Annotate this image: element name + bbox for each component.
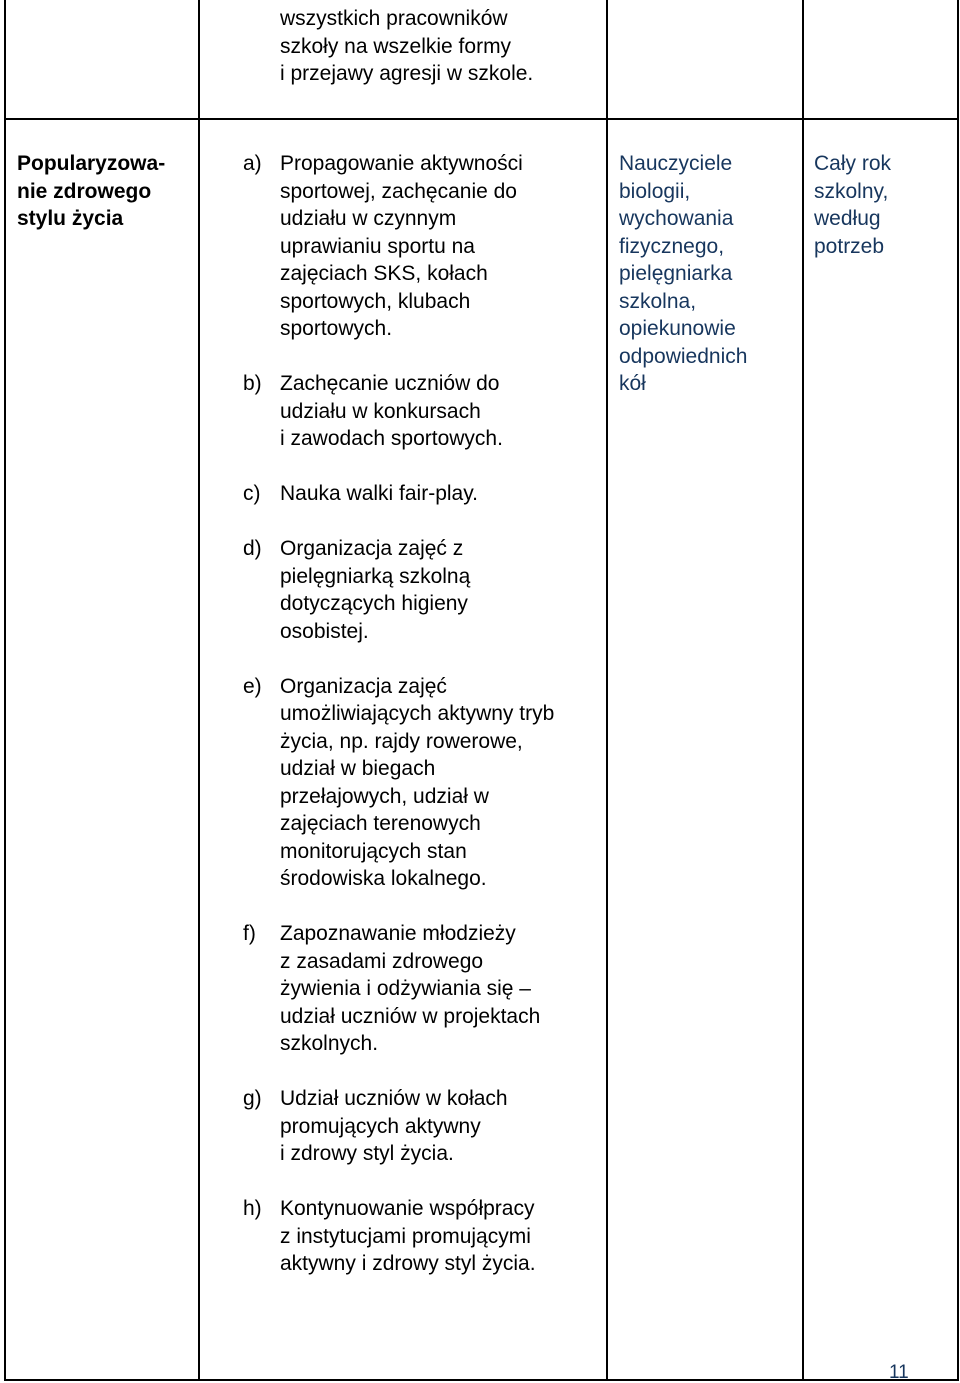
- top-topic-cell: [5, 0, 199, 119]
- action-line: Nauka walki fair-play.: [280, 482, 479, 505]
- text-line: i przejawy agresji w szkole.: [280, 62, 534, 85]
- action-line: aktywny i zdrowy styl życia.: [280, 1252, 536, 1275]
- time-line: potrzeb: [814, 234, 885, 258]
- action-letter: a): [243, 152, 262, 175]
- responsible-line: fizycznego,: [619, 234, 725, 258]
- action-line: uprawianiu sportu na: [280, 234, 475, 258]
- action-line: żywienia i odżywiania się –: [280, 977, 531, 1000]
- responsible-line: szkolna,: [619, 289, 697, 313]
- top-responsible-cell: [607, 0, 803, 119]
- topic-line: Popularyzowa-: [17, 152, 166, 175]
- page-number: 11: [889, 1362, 909, 1383]
- top-actions-cell: [199, 0, 607, 119]
- responsible-line: odpowiednich: [619, 344, 748, 368]
- action-letter: c): [243, 482, 261, 505]
- action-line: umożliwiających aktywny tryb: [280, 702, 555, 725]
- action-line: Zachęcanie uczniów do: [280, 372, 500, 395]
- topic-line: stylu życia: [17, 207, 124, 230]
- action-line: pielęgniarką szkolną: [280, 564, 471, 588]
- action-list: [200, 150, 598, 1278]
- action-letter: d): [243, 537, 262, 560]
- action-line: i zawodach sportowych.: [280, 427, 503, 450]
- action-letter: h): [243, 1197, 262, 1220]
- top-time-cell: [803, 0, 958, 119]
- responsible-line: pielęgniarka: [619, 262, 733, 285]
- action-item-g: [200, 1085, 598, 1168]
- action-line: z instytucjami promującymi: [280, 1224, 531, 1248]
- action-line: udział w biegach: [280, 757, 436, 780]
- action-line: Organizacja zajęć: [280, 674, 447, 698]
- actions-cell: [199, 119, 607, 1380]
- action-item-c: [200, 480, 598, 508]
- action-line: osobistej.: [280, 619, 369, 643]
- table-row-top: [5, 0, 958, 119]
- action-line: z zasadami zdrowego: [280, 949, 484, 973]
- action-line: udział uczniów w projektach: [280, 1004, 541, 1028]
- action-letter: e): [243, 674, 262, 698]
- action-item-d: [200, 535, 598, 645]
- action-line: zajęciach terenowych: [280, 812, 481, 835]
- action-line: Udział uczniów w kołach: [280, 1087, 508, 1110]
- responsible-line: biologii,: [619, 179, 691, 203]
- action-line: i zdrowy styl życia.: [280, 1142, 454, 1165]
- responsible-line: Nauczyciele: [619, 152, 733, 175]
- topic-cell: [5, 119, 199, 1380]
- action-line: monitorujących stan: [280, 839, 467, 863]
- action-line: przełajowych, udział w: [280, 784, 489, 808]
- time-line: według: [814, 207, 881, 230]
- time-line: Cały rok: [814, 152, 892, 175]
- action-item-f: [200, 920, 598, 1058]
- table-row-main: [5, 119, 958, 1380]
- action-line: promujących aktywny: [280, 1114, 481, 1138]
- text-line: wszystkich pracowników: [280, 7, 508, 30]
- document-table: [4, 0, 959, 1381]
- action-line: Zapoznawanie młodzieży: [280, 922, 516, 945]
- action-line: życia, np. rajdy rowerowe,: [280, 729, 523, 753]
- action-item-a: [200, 150, 598, 343]
- responsible-line: opiekunowie: [619, 317, 736, 340]
- action-line: sportowej, zachęcanie do: [280, 179, 517, 203]
- action-letter: g): [243, 1087, 262, 1110]
- time-cell: [803, 119, 958, 1380]
- action-letter: b): [243, 372, 262, 395]
- action-line: udziału w czynnym: [280, 207, 457, 230]
- action-item-e: [200, 673, 598, 893]
- action-line: sportowych, klubach: [280, 289, 471, 313]
- responsible-cell: [607, 119, 803, 1380]
- responsible-line: wychowania: [619, 207, 734, 230]
- action-line: dotyczących higieny: [280, 592, 468, 615]
- action-line: szkolnych.: [280, 1032, 379, 1055]
- action-line: Kontynuowanie współpracy: [280, 1197, 535, 1220]
- time-line: szkolny,: [814, 179, 889, 203]
- action-line: sportowych.: [280, 317, 393, 340]
- action-line: środowiska lokalnego.: [280, 867, 487, 890]
- responsible-line: kół: [619, 372, 646, 395]
- action-letter: f): [243, 922, 256, 945]
- text-line: szkoły na wszelkie formy: [280, 34, 512, 58]
- action-line: udziału w konkursach: [280, 399, 481, 423]
- topic-line: nie zdrowego: [17, 179, 152, 203]
- action-line: Organizacja zajęć z: [280, 537, 464, 560]
- action-item-b: [200, 370, 598, 453]
- action-item-h: [200, 1195, 598, 1278]
- action-line: Propagowanie aktywności: [280, 152, 523, 175]
- action-line: zajęciach SKS, kołach: [280, 262, 488, 285]
